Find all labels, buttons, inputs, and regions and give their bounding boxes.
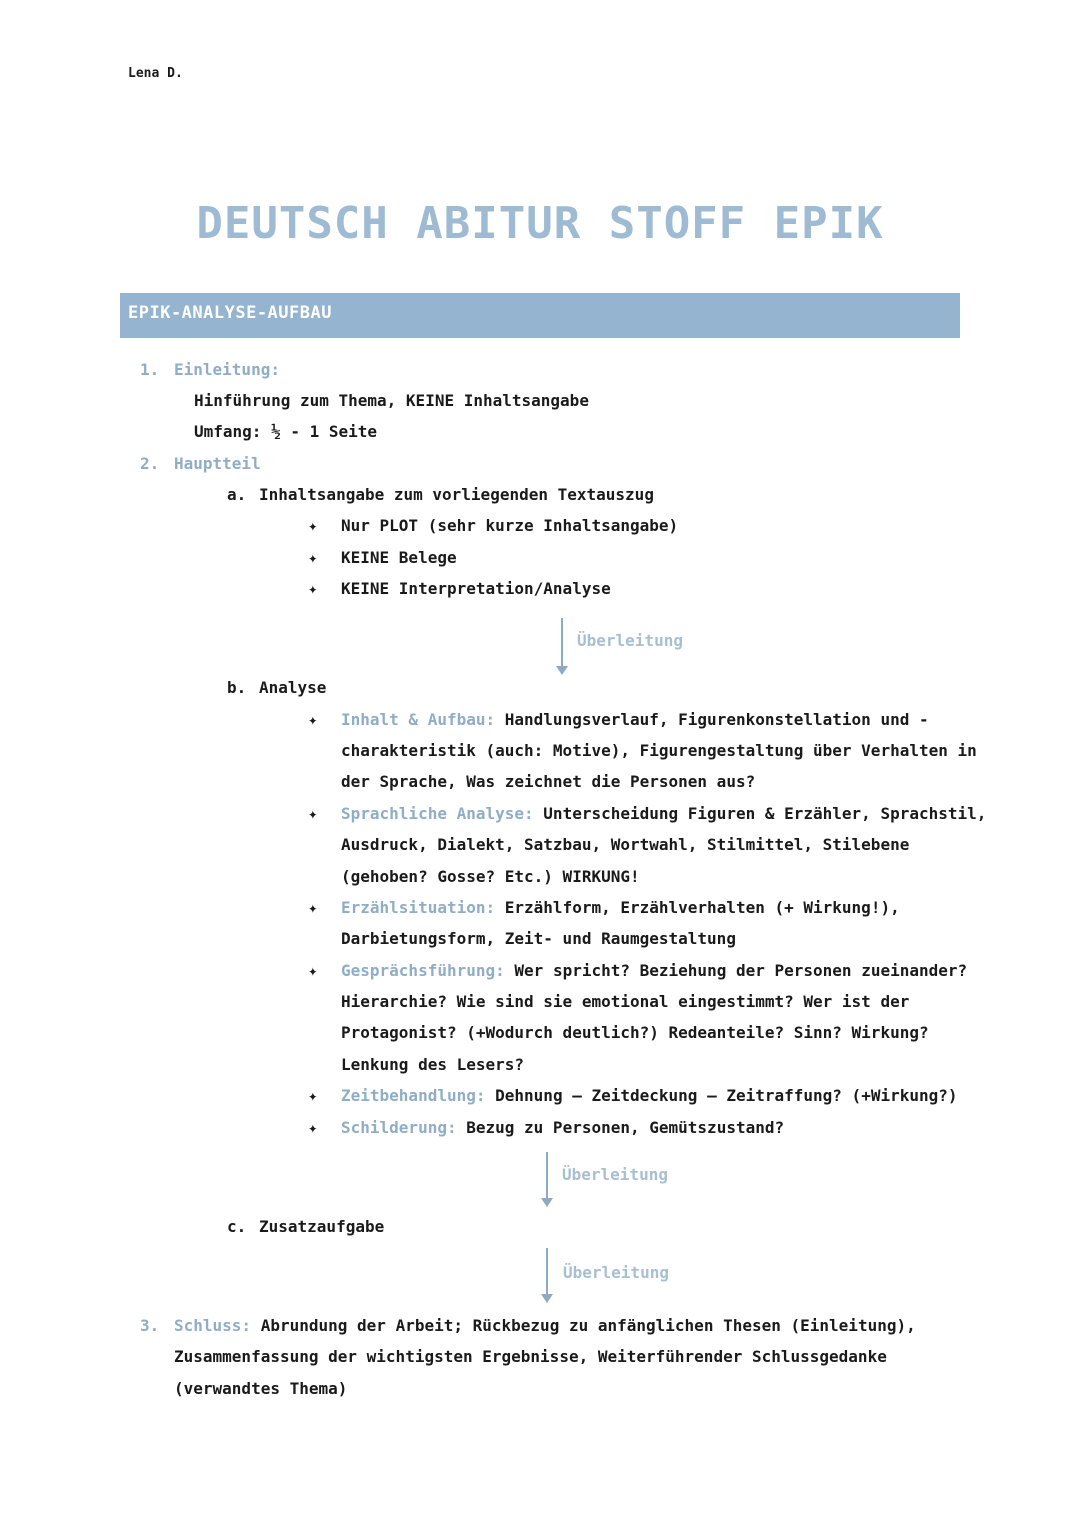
sub-b-letter: b. xyxy=(227,678,247,697)
intro-line-1: Hinführung zum Thema, KEINE Inhaltsangabe xyxy=(194,391,589,410)
analysis-item-narrative: Erzählsituation: Erzählform, Erzählverhalten (+ Wirkung!), xyxy=(341,898,900,917)
sub-b-label: Analyse xyxy=(259,678,327,697)
four-point-star-icon: ✦ xyxy=(308,516,318,535)
transition-label: Überleitung xyxy=(563,1263,669,1282)
analysis-item-line: Hierarchie? Wie sind sie emotional eingestimmt? Wer ist der xyxy=(341,992,910,1011)
transition-label: Überleitung xyxy=(577,631,683,650)
down-arrow-icon xyxy=(552,618,572,678)
four-point-star-icon: ✦ xyxy=(308,1086,318,1105)
four-point-star-icon: ✦ xyxy=(308,804,318,823)
sub-a-bullet: KEINE Interpretation/Analyse xyxy=(341,579,611,598)
analysis-item-line: Lenkung des Lesers? xyxy=(341,1055,525,1074)
down-arrow-icon xyxy=(537,1152,557,1210)
conclusion-line-2: Zusammenfassung der wichtigsten Ergebnisse, Weiterführender Schlussgedanke xyxy=(174,1347,887,1366)
four-point-star-icon: ✦ xyxy=(308,579,318,598)
analysis-item-content: Inhalt & Aufbau: Handlungsverlauf, Figurenkonstellation und - xyxy=(341,710,929,729)
four-point-star-icon: ✦ xyxy=(308,548,318,567)
analysis-item-dialogue: Gesprächsführung: Wer spricht? Beziehung der Personen zueinander? xyxy=(341,961,968,980)
main-heading: Hauptteil xyxy=(174,454,261,473)
four-point-star-icon: ✦ xyxy=(308,1118,318,1137)
four-point-star-icon: ✦ xyxy=(308,710,318,729)
page-title: DEUTSCH ABITUR STOFF EPIK xyxy=(196,198,884,249)
sub-a-bullet: Nur PLOT (sehr kurze Inhaltsangabe) xyxy=(341,516,679,535)
analysis-item-time: Zeitbehandlung: Dehnung – Zeitdeckung – Zeitraffung? (+Wirkung?) xyxy=(341,1086,958,1105)
sub-a-letter: a. xyxy=(227,485,247,504)
transition-label: Überleitung xyxy=(562,1165,668,1184)
analysis-item-line: Protagonist? (+Wodurch deutlich?) Redeanteile? Sinn? Wirkung? xyxy=(341,1023,929,1042)
analysis-item-depiction: Schilderung: Bezug zu Personen, Gemütszustand? xyxy=(341,1118,785,1137)
intro-number: 1. xyxy=(140,360,160,379)
intro-line-2: Umfang: ½ - 1 Seite xyxy=(194,422,378,441)
analysis-item-line: der Sprache, Was zeichnet die Personen aus? xyxy=(341,772,756,791)
main-number: 2. xyxy=(140,454,160,473)
four-point-star-icon: ✦ xyxy=(308,961,318,980)
four-point-star-icon: ✦ xyxy=(308,898,318,917)
sub-a-label: Inhaltsangabe zum vorliegenden Textauszug xyxy=(259,485,654,504)
analysis-item-line: Ausdruck, Dialekt, Satzbau, Wortwahl, Stilmittel, Stilebene xyxy=(341,835,910,854)
analysis-item-line: charakteristik (auch: Motive), Figurengestaltung über Verhalten in xyxy=(341,741,977,760)
sub-c-label: Zusatzaufgabe xyxy=(259,1217,385,1236)
down-arrow-icon xyxy=(537,1248,557,1306)
conclusion-line-3: (verwandtes Thema) xyxy=(174,1379,348,1398)
conclusion-number: 3. xyxy=(140,1316,160,1335)
sub-a-bullet: KEINE Belege xyxy=(341,548,457,567)
section-header: EPIK-ANALYSE-AUFBAU xyxy=(120,293,960,338)
analysis-item-language: Sprachliche Analyse: Unterscheidung Figuren & Erzähler, Sprachstil, xyxy=(341,804,987,823)
intro-heading: Einleitung: xyxy=(174,360,280,379)
analysis-item-line: Darbietungsform, Zeit- und Raumgestaltung xyxy=(341,929,736,948)
analysis-item-line: (gehoben? Gosse? Etc.) WIRKUNG! xyxy=(341,867,640,886)
conclusion-line-1: Schluss: Abrundung der Arbeit; Rückbezug zu anfänglichen Thesen (Einleitung), xyxy=(174,1316,916,1335)
author-name: Lena D. xyxy=(128,66,183,81)
sub-c-letter: c. xyxy=(227,1217,247,1236)
